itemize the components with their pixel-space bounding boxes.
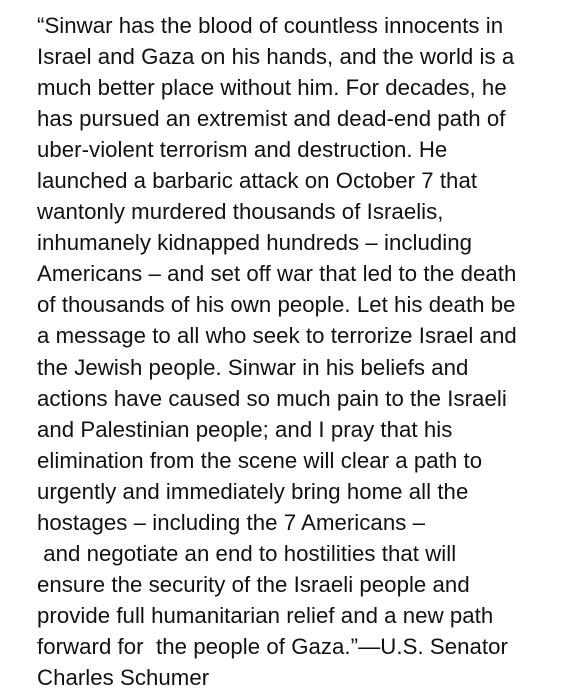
quote-line: hostages – including the 7 Americans – [37,509,425,535]
quote-line: the Jewish people. Sinwar in his beliefs and [37,354,469,380]
quote-line: inhumanely kidnapped hundreds – including [37,230,473,256]
quote-line: of thousands of his own people. Let his death be [37,292,516,318]
quote-line: ensure the security of the Israeli people and [37,571,470,597]
quote-line: and Palestinian people; and I pray that his [37,416,453,442]
quote-line: has pursued an extremist and dead-end path of [37,106,506,132]
quote-line: forward for the people of Gaza.”—U.S. Senator [37,633,508,659]
quote-line: Israel and Gaza on his hands, and the world is a [37,44,515,70]
quote-line: elimination from the scene will clear a path to [37,447,483,473]
quote-attribution: Charles Schumer [37,664,210,690]
quote-line: launched a barbaric attack on October 7 that [37,168,478,194]
quote-line: urgently and immediately bring home all the [37,478,469,504]
quote-line: “Sinwar has the blood of countless innocents in [37,13,504,38]
quote-line: a message to all who seek to terrorize Israel and [37,323,517,349]
quote-line: much better place without him. For decades, he [37,75,507,101]
quote-line: uber-violent terrorism and destruction. He [37,137,448,163]
quote-line: actions have caused so much pain to the Israeli [37,385,507,411]
quote-text-block [37,10,577,693]
quote-line: and negotiate an end to hostilities that will [37,540,457,566]
quote-line: Americans – and set off war that led to the death [37,261,517,287]
quote-line: wantonly murdered thousands of Israelis, [37,199,444,225]
quote-line: provide full humanitarian relief and a new path [37,602,494,628]
